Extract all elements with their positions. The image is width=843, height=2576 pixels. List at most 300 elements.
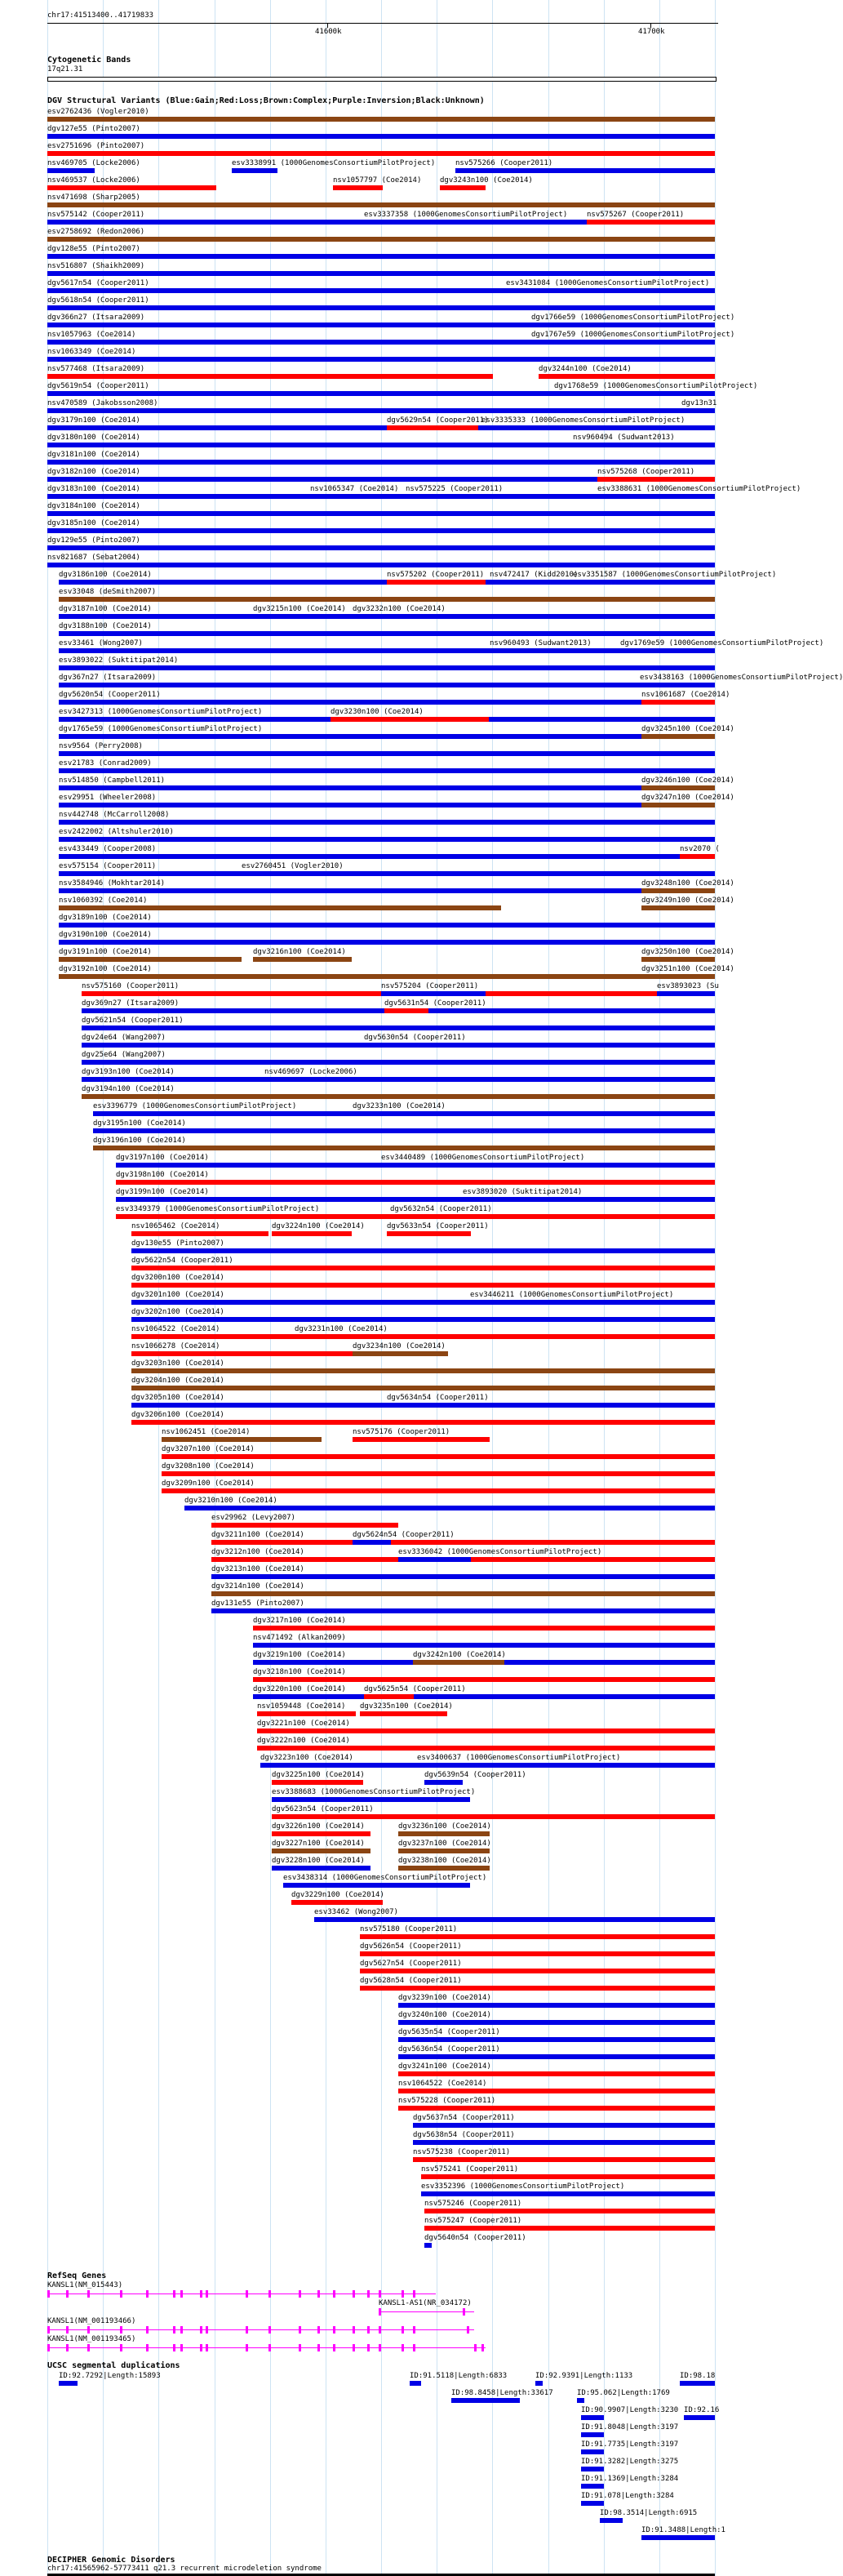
dgv-variant-label: dgv3188n100 (Coe2014) [59,622,152,630]
dgv-variant-bar[interactable] [387,1403,471,1408]
gene-exon[interactable] [120,2326,122,2334]
gene-exon[interactable] [467,2326,469,2334]
dgv-variant-bar[interactable] [353,1111,448,1116]
dgv-variant-bar[interactable] [211,1540,715,1545]
dgv-variant-bar[interactable] [490,648,611,653]
dgv-variant-bar[interactable] [398,1831,490,1836]
gene-exon[interactable] [413,2290,415,2298]
segdup-bar[interactable] [680,2381,715,2386]
dgv-variant-label: dgv366n27 (Itsara2009) [47,314,145,322]
dgv-variant-label: dgv3232n100 (Coe2014) [353,605,446,613]
dgv-variant-bar[interactable] [387,580,486,585]
gene-exon[interactable] [402,2290,404,2298]
gene-exon[interactable] [353,2290,355,2298]
segdup-bar[interactable] [600,2518,623,2523]
dgv-variant-bar[interactable] [531,340,554,345]
segdup-bar[interactable] [577,2398,584,2403]
dgv-variant-bar[interactable] [47,545,715,550]
gene-exon[interactable] [268,2344,271,2351]
dgv-variant-bar[interactable] [295,1334,405,1339]
gene-exon[interactable] [200,2290,202,2298]
dgv-variant-bar[interactable] [47,460,715,465]
dgv-variant-bar[interactable] [59,631,715,636]
dgv-variant-label: dgv3234n100 (Coe2014) [353,1342,446,1350]
dgv-variant-bar[interactable] [93,1146,715,1150]
grid-line [270,0,271,2576]
dgv-variant-bar[interactable] [47,563,715,567]
dgv-variant-label: dgv3187n100 (Coe2014) [59,605,152,613]
gene-exon[interactable] [333,2290,335,2298]
dgv-variant-bar[interactable] [131,1317,715,1322]
dgv-variant-bar[interactable] [82,1026,715,1030]
dgv-variant-bar[interactable] [47,134,715,139]
dgv-variant-bar[interactable] [398,1557,471,1562]
dgv-variant-bar[interactable] [232,168,277,173]
dgv-track-title: DGV Structural Variants (Blue:Gain;Red:Loss;Brown:Complex;Purple:Inversion;Black:Unknown) [47,96,485,105]
dgv-variant-bar[interactable] [398,2020,715,2025]
gene-exon[interactable] [299,2326,301,2334]
dgv-variant-bar[interactable] [59,768,715,773]
dgv-variant-bar[interactable] [641,785,715,790]
dgv-variant-bar[interactable] [681,408,715,413]
dgv-variant-bar[interactable] [417,1763,715,1768]
gene-exon[interactable] [379,2290,381,2298]
dgv-variant-label: dgv3179n100 (Coe2014) [47,416,140,425]
dgv-variant-bar[interactable] [353,1351,448,1356]
dgv-variant-bar[interactable] [641,803,715,808]
dgv-variant-bar[interactable] [59,683,715,687]
dgv-variant-label: dgv5632n54 (Cooper2011) [390,1205,492,1213]
segdup-bar[interactable] [641,2535,715,2540]
gene-exon[interactable] [402,2344,404,2351]
dgv-variant-bar[interactable] [131,1386,715,1390]
dgv-variant-bar[interactable] [257,1746,715,1751]
dgv-variant-bar[interactable] [59,803,715,808]
dgv-variant-label: dgv3217n100 (Coe2014) [253,1617,346,1625]
ruler-line [47,23,718,24]
dgv-variant-bar[interactable] [272,1831,370,1836]
dgv-variant-bar[interactable] [93,1128,715,1133]
segdup-bar[interactable] [581,2449,604,2454]
dgv-variant-bar[interactable] [587,220,715,225]
gene-exon[interactable] [463,2308,465,2316]
gene-exon[interactable] [379,2308,381,2316]
gene-exon[interactable] [353,2326,355,2334]
gene-intron-line[interactable] [47,2347,486,2348]
segdup-label: ID:98.8458|Length:33617 [451,2389,553,2397]
gene-exon[interactable] [246,2326,248,2334]
dgv-variant-bar[interactable] [59,734,715,739]
gene-exon[interactable] [173,2344,175,2351]
dgv-variant-bar[interactable] [455,168,715,173]
dgv-variant-bar[interactable] [272,1814,715,1819]
dgv-variant-bar[interactable] [506,288,523,293]
gene-exon[interactable] [47,2344,50,2351]
dgv-variant-bar[interactable] [211,1591,715,1596]
dgv-variant-bar[interactable] [162,1437,322,1442]
dgv-variant-bar[interactable] [59,751,715,756]
gene-exon[interactable] [66,2290,69,2298]
dgv-variant-bar[interactable] [162,1471,715,1476]
dgv-variant-bar[interactable] [424,2226,715,2231]
dgv-variant-bar[interactable] [406,494,506,499]
gene-intron-line[interactable] [47,2329,474,2330]
dgv-variant-bar[interactable] [47,305,715,310]
dgv-variant-bar[interactable] [573,443,715,447]
gene-exon[interactable] [173,2326,175,2334]
dgv-variant-bar[interactable] [291,1900,383,1905]
segdup-bar[interactable] [581,2432,604,2437]
dgv-variant-bar[interactable] [59,974,715,979]
dgv-variant-bar[interactable] [413,2123,715,2128]
dgv-variant-bar[interactable] [59,648,715,653]
dgv-variant-bar[interactable] [440,185,486,190]
segdup-bar[interactable] [535,2381,543,2386]
dgv-variant-label: dgv3186n100 (Coe2014) [59,571,152,579]
dgv-variant-bar[interactable] [387,1231,471,1236]
dgv-variant-label: dgv3249n100 (Coe2014) [641,896,734,905]
gene-exon[interactable] [268,2326,271,2334]
dgv-variant-label: dgv3193n100 (Coe2014) [82,1068,175,1076]
dgv-variant-label: dgv3244n100 (Coe2014) [539,365,632,373]
segdup-bar[interactable] [59,2381,78,2386]
dgv-variant-bar[interactable] [47,185,216,190]
dgv-variant-bar[interactable] [184,1506,715,1510]
dgv-variant-bar[interactable] [47,202,715,207]
dgv-variant-label: nsv1066278 (Coe2014) [131,1342,220,1350]
dgv-variant-label: dgv5624n54 (Cooper2011) [353,1531,455,1539]
dgv-variant-bar[interactable] [539,374,715,379]
dgv-variant-label: dgv3180n100 (Coe2014) [47,434,140,442]
dgv-variant-bar[interactable] [253,1643,715,1648]
dgv-variant-bar[interactable] [381,991,486,996]
gene-exon[interactable] [87,2344,90,2351]
dgv-variant-label: nsv575267 (Cooper2011) [587,211,685,219]
dgv-variant-bar[interactable] [59,597,715,602]
gene-exon[interactable] [317,2290,320,2298]
segdup-bar[interactable] [581,2467,604,2471]
gene-intron-line[interactable] [379,2311,474,2312]
dgv-variant-bar[interactable] [264,1077,390,1082]
dgv-variant-label: dgv3201n100 (Coe2014) [131,1291,224,1299]
gene-exon[interactable] [333,2344,335,2351]
dgv-variant-label: dgv367n27 (Itsara2009) [59,674,157,682]
dgv-variant-bar[interactable] [331,717,489,722]
dgv-variant-bar[interactable] [59,837,715,842]
gene-exon[interactable] [47,2326,50,2334]
dgv-variant-label: nsv1062451 (Coe2014) [162,1428,251,1436]
dgv-variant-bar[interactable] [398,1849,490,1853]
dgv-variant-bar[interactable] [253,1694,715,1699]
dgv-variant-label: dgv3222n100 (Coe2014) [257,1737,350,1745]
gene-exon[interactable] [379,2326,381,2334]
dgv-variant-bar[interactable] [641,734,715,739]
dgv-variant-bar[interactable] [310,494,397,499]
gene-exon[interactable] [379,2344,381,2351]
dgv-variant-bar[interactable] [481,425,715,430]
dgv-variant-bar[interactable] [641,957,715,962]
dgv-variant-bar[interactable] [597,494,715,499]
dgv-variant-bar[interactable] [131,1283,715,1288]
dgv-variant-bar[interactable] [413,1660,504,1665]
dgv-variant-bar[interactable] [272,1849,370,1853]
dgv-variant-bar[interactable] [424,2243,432,2248]
dgv-variant-bar[interactable] [364,1694,414,1699]
dgv-variant-bar[interactable] [162,1488,715,1493]
dgv-variant-bar[interactable] [398,1866,490,1871]
dgv-variant-bar[interactable] [641,905,715,910]
dgv-variant-label: dgv130e55 (Pinto2007) [131,1239,224,1248]
dgv-variant-bar[interactable] [47,151,715,156]
gene-exon[interactable] [180,2290,183,2298]
gene-exon[interactable] [180,2326,183,2334]
dgv-variant-bar[interactable] [360,1969,715,1973]
dgv-variant-bar[interactable] [211,1608,715,1613]
gene-exon[interactable] [146,2344,149,2351]
dgv-variant-bar[interactable] [272,1797,470,1802]
gene-exon[interactable] [353,2344,355,2351]
dgv-variant-bar[interactable] [131,1420,715,1425]
dgv-variant-bar[interactable] [257,1728,715,1733]
dgv-variant-bar[interactable] [253,957,352,962]
dgv-variant-bar[interactable] [59,854,715,859]
gene-exon[interactable] [146,2326,149,2334]
dgv-variant-bar[interactable] [640,683,657,687]
gene-exon[interactable] [367,2290,370,2298]
dgv-variant-bar[interactable] [47,117,715,122]
gene-exon[interactable] [180,2344,183,2351]
dgv-variant-bar[interactable] [47,374,493,379]
dgv-variant-bar[interactable] [398,2054,715,2059]
dgv-variant-bar[interactable] [353,1540,391,1545]
segdup-bar[interactable] [410,2381,421,2386]
dgv-variant-bar[interactable] [398,2089,715,2093]
dgv-variant-bar[interactable] [424,1780,463,1785]
dgv-variant-bar[interactable] [641,888,715,893]
gene-exon[interactable] [200,2326,202,2334]
dgv-variant-label: dgv3237n100 (Coe2014) [398,1840,491,1848]
gene-exon[interactable] [66,2326,69,2334]
dgv-variant-bar[interactable] [360,1951,715,1956]
dgv-variant-bar[interactable] [162,1454,715,1459]
dgv-variant-bar[interactable] [59,665,715,670]
dgv-variant-label: esv21783 (Conrad2009) [59,759,152,767]
dgv-variant-bar[interactable] [398,2071,715,2076]
gene-exon[interactable] [299,2344,301,2351]
dgv-variant-bar[interactable] [47,288,715,293]
dgv-variant-bar[interactable] [421,2191,715,2196]
segdup-label: ID:91.3282|Length:3275 [581,2458,679,2466]
dgv-variant-bar[interactable] [531,323,715,327]
dgv-variant-bar[interactable] [353,1437,490,1442]
gene-exon[interactable] [47,2290,50,2298]
dgv-variant-bar[interactable] [314,1917,715,1922]
segdup-bar[interactable] [451,2398,520,2403]
gene-exon[interactable] [146,2290,149,2298]
gene-exon[interactable] [481,2344,484,2351]
dgv-variant-bar[interactable] [82,1060,715,1065]
dgv-variant-bar[interactable] [59,700,715,705]
dgv-variant-bar[interactable] [398,2106,715,2111]
dgv-variant-label: dgv3181n100 (Coe2014) [47,451,140,459]
gene-exon[interactable] [413,2326,415,2334]
gene-exon[interactable] [367,2326,370,2334]
dgv-variant-bar[interactable] [47,237,715,242]
dgv-variant-bar[interactable] [283,1883,470,1888]
gene-exon[interactable] [317,2344,320,2351]
dgv-variant-bar[interactable] [490,580,575,585]
gene-exon[interactable] [299,2290,301,2298]
dgv-variant-bar[interactable] [641,700,715,705]
gene-exon[interactable] [120,2344,122,2351]
dgv-variant-bar[interactable] [398,2037,715,2042]
dgv-variant-bar[interactable] [620,648,715,653]
dgv-variant-bar[interactable] [116,1180,715,1185]
dgv-variant-bar[interactable] [384,1008,428,1013]
dgv-variant-label: dgv127e55 (Pinto2007) [47,125,140,133]
dgv-variant-bar[interactable] [573,580,715,585]
dgv-variant-bar[interactable] [554,391,715,396]
dgv-variant-bar[interactable] [131,1368,715,1373]
dgv-variant-bar[interactable] [131,1351,353,1356]
dgv-variant-bar[interactable] [641,974,715,979]
dgv-variant-bar[interactable] [131,1248,715,1253]
dgv-variant-bar[interactable] [463,1197,715,1202]
dgv-variant-bar[interactable] [381,1163,581,1168]
dgv-variant-label: esv2751696 (Pinto2007) [47,142,145,150]
dgv-variant-bar[interactable] [364,220,383,225]
dgv-variant-bar[interactable] [47,357,715,362]
dgv-variant-bar[interactable] [59,871,715,876]
dgv-variant-bar[interactable] [131,1334,715,1339]
gene-exon[interactable] [200,2344,202,2351]
gene-exon[interactable] [317,2326,320,2334]
dgv-variant-bar[interactable] [253,1626,715,1631]
dgv-variant-bar[interactable] [360,1711,447,1716]
dgv-variant-bar[interactable] [59,888,715,893]
gene-exon[interactable] [120,2290,122,2298]
dgv-variant-bar[interactable] [657,991,715,996]
dgv-variant-label: dgv3199n100 (Coe2014) [116,1188,209,1196]
dgv-variant-label: dgv3205n100 (Coe2014) [131,1394,224,1402]
gene-exon[interactable] [87,2290,90,2298]
dgv-variant-bar[interactable] [59,785,715,790]
dgv-variant-bar[interactable] [413,2157,715,2162]
dgv-variant-bar[interactable] [131,1231,268,1236]
dgv-variant-bar[interactable] [47,528,715,533]
dgv-variant-bar[interactable] [272,1866,370,1871]
cytoband-bar[interactable] [47,77,717,82]
gene-exon[interactable] [367,2344,370,2351]
segdup-bar[interactable] [581,2501,604,2506]
gene-intron-line[interactable] [47,2293,436,2294]
dgv-variant-label: dgv369n27 (Itsara2009) [82,999,180,1008]
dgv-variant-label: dgv5622n54 (Cooper2011) [131,1257,233,1265]
dgv-variant-bar[interactable] [47,408,715,413]
gene-exon[interactable] [206,2344,208,2351]
dgv-variant-bar[interactable] [390,1214,470,1219]
dgv-variant-label: nsv1063349 (Coe2014) [47,348,136,356]
gene-exon[interactable] [246,2344,248,2351]
gene-exon[interactable] [402,2326,404,2334]
gene-exon[interactable] [87,2326,90,2334]
dgv-variant-bar[interactable] [82,1094,715,1099]
dgv-variant-label: nsv470589 (Jakobsson2008) [47,399,158,407]
dgv-variant-label: esv575154 (Cooper2011) [59,862,157,870]
dgv-variant-bar[interactable] [131,1266,715,1270]
dgv-variant-bar[interactable] [82,1077,715,1082]
dgv-variant-label: nsv1064522 (Coe2014) [398,2080,487,2088]
dgv-variant-bar[interactable] [253,614,344,619]
gene-label: KANSL1(NM_001193465) [47,2335,136,2343]
dgv-variant-bar[interactable] [360,1934,715,1939]
dgv-variant-bar[interactable] [413,2140,715,2145]
dgv-variant-label: dgv3211n100 (Coe2014) [211,1531,304,1539]
dgv-variant-bar[interactable] [333,185,383,190]
gene-exon[interactable] [268,2290,271,2298]
dgv-variant-bar[interactable] [211,1574,715,1579]
dgv-variant-bar[interactable] [257,1711,356,1716]
dgv-variant-bar[interactable] [353,614,448,619]
dgv-variant-bar[interactable] [360,1986,715,1991]
dgv-variant-bar[interactable] [59,905,501,910]
dgv-variant-label: dgv3231n100 (Coe2014) [295,1325,388,1333]
dgv-variant-bar[interactable] [424,2209,715,2213]
dgv-variant-bar[interactable] [242,871,276,876]
dgv-variant-bar[interactable] [59,820,715,825]
dgv-variant-label: dgv3202n100 (Coe2014) [131,1308,224,1316]
dgv-variant-label: nsv3584946 (Mokhtar2014) [59,879,166,888]
gene-exon[interactable] [333,2326,335,2334]
segdup-bar[interactable] [581,2415,604,2420]
gene-exon[interactable] [246,2290,248,2298]
dgv-variant-bar[interactable] [47,254,715,259]
dgv-variant-label: nsv2070 ( [680,845,720,853]
segdup-bar[interactable] [684,2415,715,2420]
segdup-bar[interactable] [581,2484,604,2489]
dgv-variant-label: dgv3251n100 (Coe2014) [641,965,734,973]
dgv-variant-bar[interactable] [59,923,715,928]
dgv-variant-label: dgv3183n100 (Coe2014) [47,485,140,493]
dgv-variant-bar[interactable] [421,2174,715,2179]
dgv-variant-bar[interactable] [272,1780,363,1785]
dgv-variant-bar[interactable] [211,1523,398,1528]
dgv-variant-bar[interactable] [597,477,715,482]
gene-exon[interactable] [173,2290,175,2298]
gene-exon[interactable] [66,2344,69,2351]
dgv-variant-bar[interactable] [680,854,715,859]
dgv-variant-bar[interactable] [47,271,715,276]
dgv-variant-label: esv33048 (deSmith2007) [59,588,157,596]
dgv-variant-bar[interactable] [470,1300,715,1305]
dgv-variant-bar[interactable] [47,340,715,345]
dgv-variant-bar[interactable] [364,1043,471,1048]
dgv-variant-bar[interactable] [59,957,242,962]
dgv-variant-label: dgv3245n100 (Coe2014) [641,725,734,733]
dgv-variant-bar[interactable] [398,2003,715,2008]
dgv-variant-bar[interactable] [59,940,715,945]
gene-exon[interactable] [206,2326,208,2334]
dgv-variant-label: esv3893023 (Su [657,982,719,990]
dgv-variant-bar[interactable] [47,511,715,516]
gene-exon[interactable] [474,2344,477,2351]
dgv-variant-bar[interactable] [387,425,478,430]
gene-exon[interactable] [206,2290,208,2298]
gene-exon[interactable] [413,2344,415,2351]
dgv-variant-bar[interactable] [272,1231,352,1236]
dgv-variant-bar[interactable] [253,1677,715,1682]
dgv-variant-bar[interactable] [47,168,95,173]
